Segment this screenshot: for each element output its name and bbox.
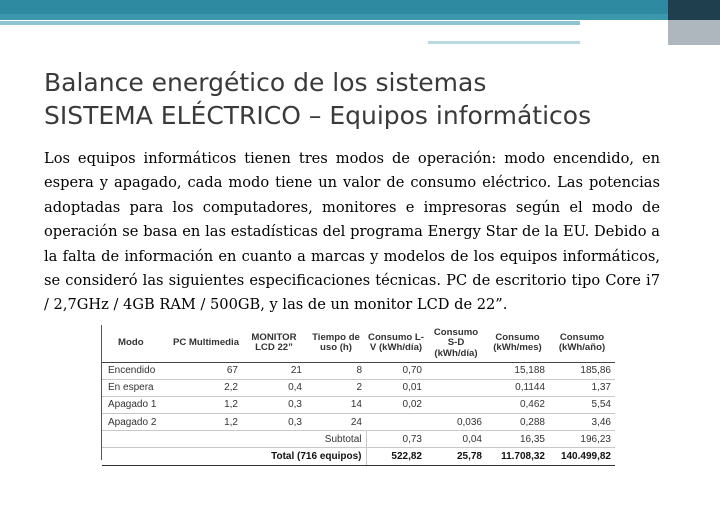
energy-table-image	[101, 325, 615, 463]
accent-line-secondary	[428, 41, 580, 44]
cell-pc: 67	[170, 362, 242, 379]
header-monitor: MONITOR LCD 22”	[242, 325, 306, 362]
cell-lv: 0,70	[366, 362, 426, 379]
cell-mes: 0,462	[486, 396, 549, 413]
header-pc: PC Multimedia	[170, 325, 242, 362]
subtotal-label: Subtotal	[102, 431, 366, 448]
top-bar-dark-block	[668, 0, 720, 20]
table-row	[102, 396, 615, 413]
subtotal-ano: 196,23	[549, 431, 615, 448]
subtotal-mes: 16,35	[486, 431, 549, 448]
table-row	[102, 414, 615, 431]
cell-ano: 5,54	[549, 396, 615, 413]
accent-line	[0, 21, 580, 25]
cell-sd: 0,036	[426, 414, 486, 431]
cell-mes: 0,1144	[486, 379, 549, 396]
cell-lv: 0,02	[366, 396, 426, 413]
cell-monitor: 21	[242, 362, 306, 379]
cell-tiempo: 14	[306, 396, 366, 413]
cell-mes: 15,188	[486, 362, 549, 379]
cell-modo: En espera	[102, 379, 170, 396]
cell-pc: 1,2	[170, 396, 242, 413]
cell-ano: 1,37	[549, 379, 615, 396]
cell-sd	[426, 396, 486, 413]
top-decorative-bar	[0, 0, 720, 20]
total-sd: 25,78	[426, 448, 486, 465]
title-line-1: Balance energético de los sistemas	[44, 68, 487, 97]
cell-ano: 185,86	[549, 362, 615, 379]
cell-ano: 3,46	[549, 414, 615, 431]
subtotal-lv: 0,73	[366, 431, 426, 448]
total-mes: 11.708,32	[486, 448, 549, 465]
top-bar-stripe	[0, 14, 720, 20]
cell-monitor: 0,4	[242, 379, 306, 396]
total-ano: 140.499,82	[549, 448, 615, 465]
cell-lv: 0,01	[366, 379, 426, 396]
slide-title	[44, 66, 664, 132]
cell-mes: 0,288	[486, 414, 549, 431]
table-header-row	[102, 325, 615, 362]
cell-modo: Encendido	[102, 362, 170, 379]
subtotal-row	[102, 431, 615, 448]
cell-modo: Apagado 2	[102, 414, 170, 431]
cell-sd	[426, 362, 486, 379]
cell-tiempo: 24	[306, 414, 366, 431]
header-consumo-lv: Consumo L-V (kWh/día)	[366, 325, 426, 362]
cell-tiempo: 2	[306, 379, 366, 396]
cell-sd	[426, 379, 486, 396]
top-right-gray-block	[668, 20, 720, 45]
body-paragraph: Los equipos informáticos tienen tres modos de operación: modo encendido, en espera y apagado, cada modo tiene un valor de consumo eléctrico. Las potencias adoptadas para los computadores, monitores e impresoras según el modo de operación se basa en las estadísticas del programa Energy Star de la EU. Debido a la falta de información en cuanto a marcas y modelos de los equipos informáticos, se consideró las siguientes especificaciones técnicas. PC de escritorio tipo Core i7 / 2,7GHz / 4GB RAM / 500GB, y las de un monitor LCD de 22”.	[44, 150, 660, 314]
cell-tiempo: 8	[306, 362, 366, 379]
total-lv: 522,82	[366, 448, 426, 465]
cell-lv	[366, 414, 426, 431]
total-row	[102, 448, 615, 465]
table-row	[102, 379, 615, 396]
cell-monitor: 0,3	[242, 414, 306, 431]
energy-consumption-table	[102, 325, 615, 466]
header-consumo-ano: Consumo (kWh/año)	[549, 325, 615, 362]
cell-pc: 1,2	[170, 414, 242, 431]
cell-modo: Apagado 1	[102, 396, 170, 413]
total-label: Total (716 equipos)	[102, 448, 366, 465]
subtotal-sd: 0,04	[426, 431, 486, 448]
header-consumo-sd: Consumo S-D (kWh/día)	[426, 325, 486, 362]
table-row	[102, 362, 615, 379]
title-line-2: SISTEMA ELÉCTRICO – Equipos informáticos	[44, 101, 592, 130]
header-consumo-mes: Consumo (kWh/mes)	[486, 325, 549, 362]
cell-monitor: 0,3	[242, 396, 306, 413]
header-tiempo: Tiempo de uso (h)	[306, 325, 366, 362]
cell-pc: 2,2	[170, 379, 242, 396]
header-modo: Modo	[102, 325, 170, 362]
